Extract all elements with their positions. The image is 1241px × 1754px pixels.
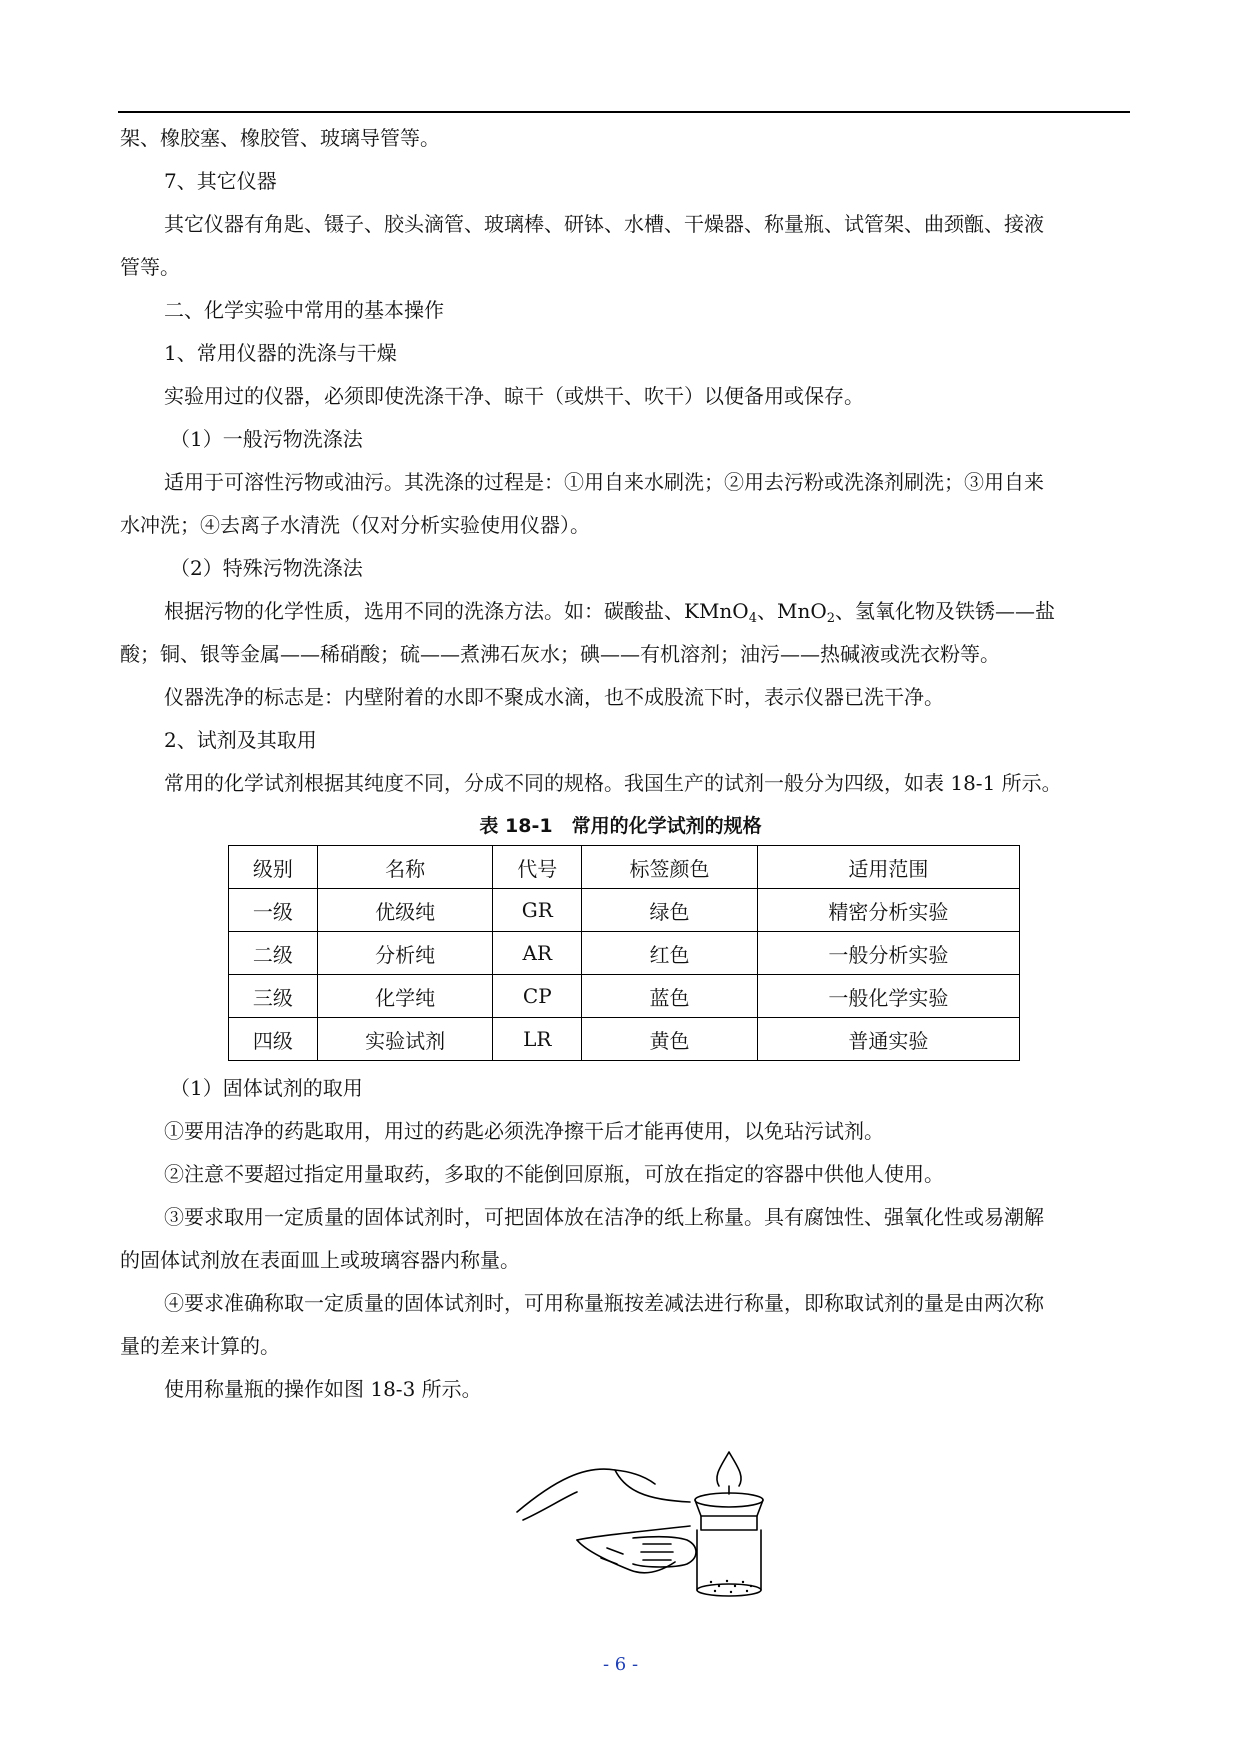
table-header-row: [229, 846, 1020, 889]
text-line: ④要求准确称取一定质量的固体试剂时，可用称量瓶按差减法进行称量，即称取试剂的量是由两次称: [164, 1291, 1044, 1315]
table-cell: 普通实验: [757, 1018, 1019, 1061]
table-cell: 二级: [229, 932, 318, 975]
section-heading: 7、其它仪器: [164, 169, 277, 193]
table-row: [229, 932, 1020, 975]
table-cell: GR: [493, 889, 582, 932]
page-number: - 6 -: [602, 1654, 639, 1675]
text-line: 适用于可溶性污物或油污。其洗涤的过程是：①用自来水刷洗；②用去污粉或洗涤剂刷洗；③用自来: [164, 470, 1044, 494]
table-cell: 三级: [229, 975, 318, 1018]
table-cell: 实验试剂: [317, 1018, 493, 1061]
section-heading: 2、试剂及其取用: [164, 728, 317, 752]
text-line: 常用的化学试剂根据其纯度不同，分成不同的规格。我国生产的试剂一般分为四级，如表 18-1 所示。: [164, 771, 1062, 795]
text-line: 实验用过的仪器，必须即使洗涤干净、晾干（或烘干、吹干）以便备用或保存。: [164, 384, 864, 408]
table-cell: 一般化学实验: [757, 975, 1019, 1018]
table-header-cell: 适用范围: [757, 846, 1019, 889]
table-header-cell: 级别: [229, 846, 318, 889]
header-rule: [118, 111, 1130, 113]
table-header-cell: 名称: [317, 846, 493, 889]
subsection-heading: （1）固体试剂的取用: [170, 1076, 363, 1100]
table-row: [229, 975, 1020, 1018]
table-cell: 化学纯: [317, 975, 493, 1018]
table-header-cell: 标签颜色: [582, 846, 758, 889]
text-line-formula: 根据污物的化学性质，选用不同的洗涤方法。如：碳酸盐、KMnO$_4$、MnO$_2$、氢氧化物及铁锈——盐: [164, 599, 1056, 626]
table-row: [229, 889, 1020, 932]
table-cell: 黄色: [582, 1018, 758, 1061]
section-heading: 二、化学实验中常用的基本操作: [164, 298, 444, 322]
text-line: 水冲洗；④去离子水清洗（仅对分析实验使用仪器）。: [120, 513, 590, 537]
table-cell: 精密分析实验: [757, 889, 1019, 932]
table-cell: 蓝色: [582, 975, 758, 1018]
subsection-heading: （2）特殊污物洗涤法: [170, 556, 363, 580]
text-line: 酸；铜、银等金属——稀硝酸；硫——煮沸石灰水；碘——有机溶剂；油污——热碱液或洗衣粉等。: [120, 642, 1000, 666]
table-cell: 绿色: [582, 889, 758, 932]
table-cell: 分析纯: [317, 932, 493, 975]
text-line: ③要求取用一定质量的固体试剂时，可把固体放在洁净的纸上称量。具有腐蚀性、强氧化性或易潮解: [164, 1205, 1044, 1229]
text-line: 管等。: [120, 255, 180, 279]
text-line: ②注意不要超过指定用量取药，多取的不能倒回原瓶，可放在指定的容器中供他人使用。: [164, 1162, 944, 1186]
table-cell: 一般分析实验: [757, 932, 1019, 975]
text-line: 仪器洗净的标志是：内壁附着的水即不聚成水滴，也不成股流下时，表示仪器已洗干净。: [164, 685, 944, 709]
table-cell: LR: [493, 1018, 582, 1061]
text-line: 的固体试剂放在表面皿上或玻璃容器内称量。: [120, 1248, 520, 1272]
text-line: 其它仪器有角匙、镊子、胶头滴管、玻璃棒、研钵、水槽、干燥器、称量瓶、试管架、曲颈甑、接液: [164, 212, 1044, 236]
table-cell: AR: [493, 932, 582, 975]
table-header-cell: 代号: [493, 846, 582, 889]
table-row: [229, 1018, 1020, 1061]
table-cell: 红色: [582, 932, 758, 975]
subsection-heading: （1）一般污物洗涤法: [170, 427, 363, 451]
table-cell: 优级纯: [317, 889, 493, 932]
table-cell: CP: [493, 975, 582, 1018]
text-line: ①要用洁净的药匙取用，用过的药匙必须洗净擦干后才能再使用，以免玷污试剂。: [164, 1119, 884, 1143]
table-cell: 一级: [229, 889, 318, 932]
reagent-spec-table: [228, 845, 1020, 1061]
section-heading: 1、常用仪器的洗涤与干燥: [164, 341, 397, 365]
table-caption: 表 18-1 常用的化学试剂的规格: [479, 815, 762, 837]
text-line: 量的差来计算的。: [120, 1334, 280, 1358]
text-line: 架、橡胶塞、橡胶管、玻璃导管等。: [120, 126, 440, 150]
text-line: 使用称量瓶的操作如图 18-3 所示。: [164, 1377, 482, 1401]
weighing-bottle-illustration: [515, 1440, 795, 1600]
table-cell: 四级: [229, 1018, 318, 1061]
